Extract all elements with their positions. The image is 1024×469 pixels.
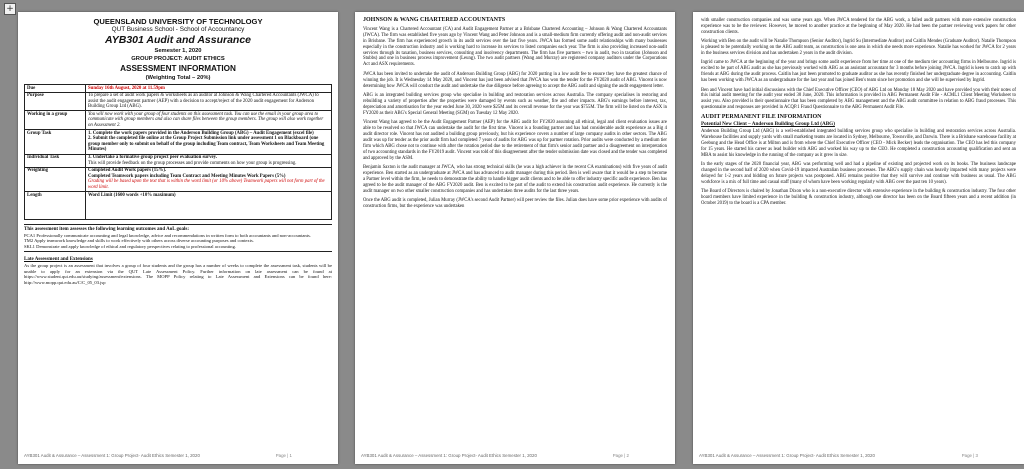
page-footer [24,453,332,458]
paragraph: Anderson Building Group Ltd (ABG) is a well-established integrated building services group who specialise in building and restoration services across Australia. Warehouse facilities and supply yards with small marketing teams are located in Sydney, Melbourne, Townsville, and Darwin. There is a Brisbane warehouse facility at Geebung and the Head Office is at Milton and is from where the Chief Executive Officer (CEO - Mick Becker) leads the organisation. The CEO has led this company for 15 years. He started his career as lead builder with ABG and worked his way up to the CEO. He completed a construction accounting qualification and sent an MBA to assist his knowledge in the running of the company as it grew in size. [701,129,1016,158]
paragraph: Once the ABG audit is completed, Julian Murray (JWCA's second Audit Partner) will peer review the files. Julian does have some prior experience with audits of construction firms, but the experience was undertaken [363,197,667,209]
table-row [25,154,332,167]
footer-text: AYB301 Audit & Assurance – Assessment 1: Group Project- Audit Ethics Semester 1, 2020 [24,453,200,458]
paragraph: Ingrid came to JWCA at the beginning of the year and brings some audit experience from her time at one of the medium tier accounting firms in Melbourne. Ingrid is excited to be part of ABG audit as she has previously worked with ABG as an assistant accountant for 3 months before joining JWCA. Ingrid is keen to catch up with friends at ABG during the audit process. Caitlin has just been promoted to graduate auditor as she has recently finished her undergraduate degree in accounting. Caitlin has been working with JWCA as an undergraduate for the last year and has joined Ben's team since her promotion and she will be supervised by Ingrid. [701,60,1016,84]
weighting-2: Completed Teamwork papers including Team Contract and Meeting Minutes Work Papers (5%) [88,173,286,179]
document-page-3 [693,12,1024,464]
paragraph: JWCA has been invited to undertake the audit of Anderson Building Group (ABG) for 2020 putting in a low audit fee to ensure they have the greatest chance of winning the job. It is Wednesday 14 May 2020, and Vincent has just been advised that JWCA has won the tender for the FY2020 audit of ABG. Vincent is now determining how JWCA will conduct the audit and undertake the due diligence before agreeing to accept the ABG audit and signing the audit engagement letter. [363,71,667,89]
document-page-2 [355,12,675,464]
project-label: GROUP PROJECT: AUDIT ETHICS [131,56,225,62]
paragraph: Vincent Wang has agreed to be the Audit Engagement Partner (AEP) for the ABG audit for FY2020 assuming all ethical, legal and client evaluation issues are able to be resolved so that JWCA can undertake the audit for the first time. Vincent is a founding partner and has had considerable audit experience as a Big 4 audit director role. Vincent has not audited a building group previously, but his experience covers a number of large company audits in other sectors. The ABG audit was up for tender as the prior audit firm had completed 7 years of audits for ABG was up for partner rotation. Prior audits were conducted by a medium tier firm which ABG chose not to continue with after the rotation period due to the retirement of that firm's senior audit partner and a disagreement on interpretation of two accounting standards in the FY2019 audit. Vincent was told of this disagreement after the tender submission date was closed and the tender was completed and approved by the ASM. [363,120,667,161]
paragraph: Ben and Vincent have had initial discussions with the Chief Executive Officer (CEO) of ABG Ltd on Monday 18 May 2020 and have provided you with their notes of this initial audit meeting for the audit year ended 30 June, 2020. This information is provided in ABG Permanent Audit File - ACML1 Client Meeting Worksheet to assist you. Also provided is their questionnaire that has been completed by ABG management and the ABG audit committee in relation to ABG fraud processes. This questionnaire and responses are provided in ACQP.1 Fraud Questionnaire to the ABG Permanent Audit File. [701,87,1016,111]
individual-task-1: 3. Undertake a formative group project peer evaluation survey. [88,155,217,161]
footer-text: AYB301 Audit & Assurance – Assessment 1: Group Project- Audit Ethics Semester 1, 2020 [699,453,875,458]
client-title: Potential New Client – Anderson Building Group Ltd (ABG) [701,121,835,128]
paragraph: Benjamin Saxton is the audit manager at JWCA, who has strong technical skills (he was a high achiever in the recent CA examinations) with five years of audit experience. Ben started as an undergraduate at JWCA and has advanced to audit manager during this period. Ben is well aware that it would be a step to become a Partner level within the firm, he needs to demonstrate the ability to handle bigger audit clients and to be able to offer industry specific audit experience. Ben has agreed to be the audit manager of the ABG FY2020 audit. Ben is excited to be part of the audit to extend his construction audit experience. He currently is the audit manager on two other smaller construction companies and has undertaken three audits for the last three years. [363,164,667,194]
page-number: Page | 3 [961,453,978,458]
permanent-file-title: AUDIT PERMANENT FILE INFORMATION [701,114,822,121]
row-label: Length [25,192,86,220]
group-task-2: 2. Submit the completed file online at the Group Project Submission link under assessment 1 on Blackboard (one group member only to submit on behalf of the group including Team contract, Team Worksheets and Team Meeting Minutes) [88,136,325,153]
individual-task-2: This will provide feedback on the group processes and provide comments on how your group is progressing. [88,160,297,166]
document-page-1 [18,12,338,464]
page-number: Page | 1 [275,453,292,458]
weighting-label: (Weighting Total – 20%) [145,75,211,81]
outcome-item: TM2 Apply teamwork knowledge and skills to work effectively with others across diverse accounting purposes and contexts. [24,238,254,244]
paragraph: Vincent Wang is a Chartered Accountant (CA) and Audit Engagement Partner at a Brisbane Chartered Accounting – Johnson & Wang Chartered Accountants (JWCA). The firm was established five years ago by Vincent Wang and Peter Johnson and is a small-medium firm currently offering audit and non-audit services in Brisbane. The firm has experienced growth in its audit services over the last five years. JWCA has formed some audit relationships with many businesses especially in the construction industry and is working hard to increase its services to listed companies each year. The firm is also providing increased non-audit services through its taxation, business services, consulting and insolvency departments. The firm has five partners – two in audit, two in taxation (Johnson and Stubbs) and one in business process improvement (Leung). The two audit partners (Wang and Murray) are registered company auditors under the Corporations Act and ASX requirements. [363,26,667,68]
outcome-item: PCA1 Professionally communicate accounting and legal knowledge, advice and recommendations in written form to both accountants and non-accountants. [24,232,311,238]
table-row [25,92,332,111]
school-name: QUT Business School - School of Accountancy [111,26,245,33]
page-number: Page | 2 [612,453,629,458]
late-assessment-section [24,257,332,285]
weighting-note: Grading will be based upon the text that is within the word limit (or 10% above) Teamwork papers will not form part of the word limit. [88,179,325,190]
row-label: Due [25,85,86,93]
group-work-text: You will now work with your group of four students on this assessment task. You can use the email in your group area to communicate with group members and also can share files between the group members. The group will also work together on Assessment 2. [86,111,332,130]
row-label: Individual Task [25,154,86,167]
paragraph: The Board of Directors is chaired by Jonathan Dixon who is a non-executive director with extensive experience in the building & construction industry. The four other board members have limited experience in the building & construction industry, although one director has been on the Board fifteen years and a recent addition (in October 2019) to the board is a CPA member. [701,189,1016,206]
row-label: Purpose [25,92,86,111]
university-name: QUEENSLAND UNIVERSITY OF TECHNOLOGY [93,17,263,26]
row-label: Group Task [25,130,86,154]
learning-outcomes [24,224,332,252]
page-footer [699,453,1018,458]
weighting-1: Completed Audit Work papers (15%). [88,168,167,174]
individual-task-cell [86,154,332,167]
paragraph: Working with Ben on the audit will be Natalie Thompson (Senior Auditor), Ingrid Su (Intermediate Auditor) and Caitlin Mendes (Graduate Auditor). Natalie Thompson is pleased to be potentially working on the ABG audit team, as construction is one area in which she needs more experience. Natalie has worked for JWCA for 2 years in the business services division and has undertaken 2 years in the audit division. [701,39,1017,57]
outcome-item: SKL1 Demonstrate and apply knowledge of ethical and regulatory perspectives relating to professional accounting. [24,243,237,249]
page1-header [18,12,338,82]
paragraph: with smaller construction companies and was some years ago. When JWCA tendered for the ABG work, a failed audit partners with more extensive construction experience was to be the reviewer. However, he moved to another practice at the beginning of May 2020. He had been the partner reviewing work papers for other construction clients. [701,18,1016,35]
table-row [25,130,332,154]
page2-body [355,12,675,210]
semester-label: Semester 1, 2020 [154,48,202,54]
row-label: Weighting [25,167,86,191]
paragraph: ABG is an integrated building services group who specialise in building and restoration services across Australia. The company specialises in restoring and rebuilding a variety of properties after the properties were damaged by events such as weather, fire and other impacts. ABG's earnings before interest, tax, depreciation and amortisation for the year ended June 30, 2020 were $25M and its overall revenue for the year was $755M. The firm will be listed on the ASX in FY2020 as their ABG's Special General Meeting (SGM) on Tuesday 12 May 2020. [363,92,667,116]
assessment-info-table [24,84,332,220]
footer-text: AYB301 Audit & Assurance – Assessment 1: Group Project- Audit Ethics Semester 1, 2020 [361,453,537,458]
due-date: Sunday 16th August, 2020 at 11.59pm [86,85,332,93]
weighting-cell [86,167,332,191]
table-row [25,111,332,130]
late-title: Late Assessment and Extensions [24,257,93,263]
length-text: Word Limit (1600 words +10% maximum) [86,192,332,220]
table-row [25,192,332,220]
assessment-title: ASSESSMENT INFORMATION [120,64,236,73]
late-text: As the group project is an assessment that involves a group of four students and the group has a number of weeks to complete the assessment task, students will be unable to apply for an extension via the QUT Late Assessment Policy. Further information on late assessment can be found at https://www.student.qut.edu.au/studying/assessment/extensions. The MOPP Policy relating to Late Assessment and Extensions can be found here: http://www.mopp.qut.edu.au/C/C_05_03.jsp [24,263,332,285]
group-task-1: 1. Complete the work papers provided in the Anderson Building Group (ABG) – Audit Engagement (excel file) [88,130,314,136]
purpose-text: To prepare a set of audit work papers & worksheets as an auditor at Johnson & Wang Chartered Accountants (JWCA) to assist the audit engagement partner (AEP) with a decision to accept/reject of the 2020 audit engagement for Anderson Building Group Ltd (ABG). [86,92,332,111]
firm-title: JOHNSON & WANG CHARTERED ACCOUNTANTS [363,17,506,23]
course-title: AYB301 Audit and Assurance [104,34,252,46]
table-row [25,167,332,191]
page-footer [361,453,669,458]
row-label: Working in a group [25,111,86,130]
paragraph: In the early stages of the 2020 financial year, ABG was performing well and had a pipeline of existing and projected work on its books. The business landscape changed in the second half of 2020 when Covid-19 impacted Australian business processes. The ABG's supply chain was heavily impacted with many projects were delayed for 1-2 years and bidding on future projects was postponed. ABG remains positive that they will survive and continue with business as usual. The ABG workforce is a mix of full time and casual staff (many of whom have been working regularly with ABG over the past ten 10 years). [701,162,1016,185]
add-page-button[interactable]: + [4,3,16,15]
group-task-cell [86,130,332,154]
page3-body [693,12,1024,207]
table-row [25,85,332,93]
outcomes-title: This assessment item assesses the following learning outcomes and AoL goals: [24,227,190,233]
